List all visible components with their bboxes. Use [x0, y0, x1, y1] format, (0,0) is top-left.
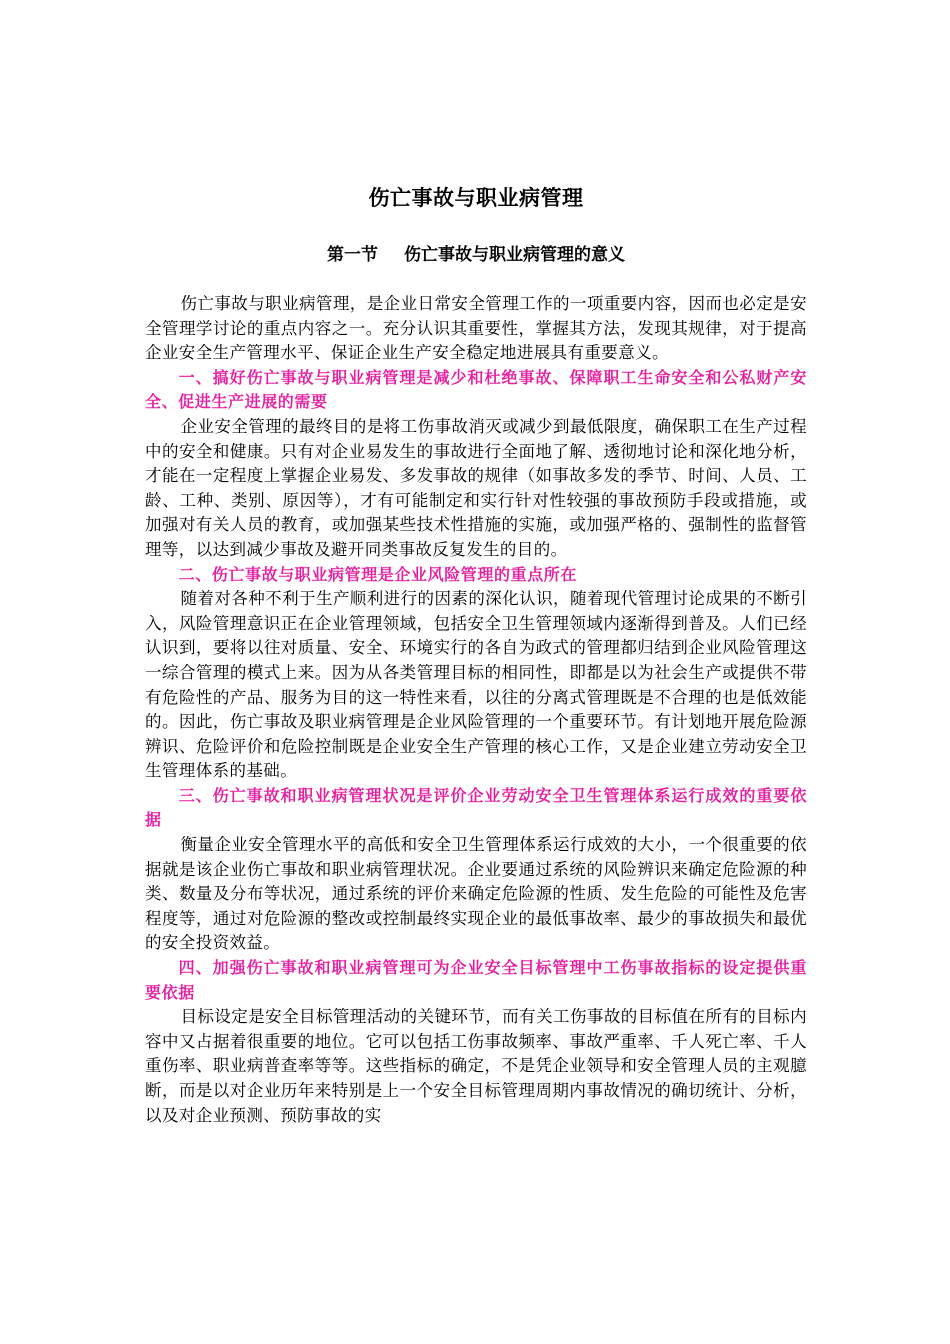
section-title-text: 伤亡事故与职业病管理的意义: [404, 245, 625, 265]
subsection-body-2: 随着对各种不利于生产顺利进行的因素的深化认识，随着现代管理讨论成果的不断引入，风险管理意识正在企业管理领域，包括安全卫生管理领域内逐渐得到普及。人们已经认识到，要将以往对质量、安全、环境实行的各自为政式的管理都归结到企业风险管理这一综合管理的模式上来。因为从各类管理目标的相同性，即都是以为社会生产或提供不带有危险性的产品、服务为目的这一特性来看，以往的分离式管理既是不合理的也是低效能的。因此，伤亡事故及职业病管理是企业风险管理的一个重要环节。有计划地开展危险源辨识、危险评价和危险控制既是企业安全生产管理的核心工作，又是企业建立劳动安全卫生管理体系的基础。: [145, 589, 807, 781]
document-page: [145, 182, 807, 1128]
subsection-body-3: 衡量企业安全管理水平的高低和安全卫生管理体系运行成效的大小，一个很重要的依据就是该企业伤亡事故和职业病管理状况。企业要通过系统的风险辨识来确定危险源的种类、数量及分布等状况，通过系统的评价来确定危险源的性质、发生危险的可能性及危害程度等，通过对危险源的整改或控制最终实现企业的最低事故率、最少的事故损失和最优的安全投资效益。: [145, 835, 807, 953]
section-title: [145, 242, 807, 268]
document-title: 伤亡事故与职业病管理: [368, 186, 584, 210]
subsection-heading-2: 二、伤亡事故与职业病管理是企业风险管理的重点所在: [178, 564, 577, 584]
subsection-body-4: 目标设定是安全目标管理活动的关键环节，而有关工伤事故的目标值在所有的目标内容中又占据着很重要的地位。它可以包括工伤事故频率、事故严重率、千人死亡率、千人重伤率、职业病普查率等等。这些指标的确定，不是凭企业领导和安全管理人员的主观臆断，而是以对企业历年来特别是上一个安全目标管理周期内事故情况的确切统计、分析，以及对企业预测、预防事故的实: [145, 1007, 807, 1125]
subsection-heading-4: 四、加强伤亡事故和职业病管理可为企业安全目标管理中工伤事故指标的设定提供重要依据: [145, 958, 807, 1002]
subsection-body-1: 企业安全管理的最终目的是将工伤事故消灭或减少到最低限度，确保职工在生产过程中的安全和健康。只有对企业易发生的事故进行全面地了解、透彻地讨论和深化地分析，才能在一定程度上掌握企业易发、多发事故的规律（如事故多发的季节、时间、人员、工龄、工种、类别、原因等），才有可能制定和实行针对性较强的事故预防手段或措施，或加强对有关人员的教育，或加强某些技术性措施的实施，或加强严格的、强制性的监督管理等，以达到减少事故及避开同类事故反复发生的目的。: [145, 416, 807, 559]
subsection-heading-3: 三、伤亡事故和职业病管理状况是评价企业劳动安全卫生管理体系运行成效的重要依据: [145, 785, 807, 830]
section-number: 第一节: [327, 245, 378, 265]
intro-paragraph: 伤亡事故与职业病管理，是企业日常安全管理工作的一项重要内容，因而也必定是安全管理学讨论的重点内容之一。充分认识其重要性，掌握其方法，发现其规律，对于提高企业安全生产管理水平、保证企业生产安全稳定地进展具有重要意义。: [145, 294, 807, 363]
subsection-heading-1: 一、搞好伤亡事故与职业病管理是减少和杜绝事故、保障职工生命安全和公私财产安全、促进生产进展的需要: [145, 367, 807, 412]
